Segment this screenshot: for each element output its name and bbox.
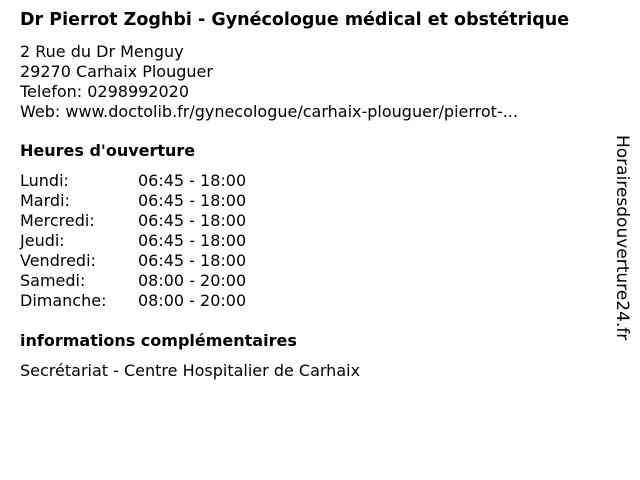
day-label: Jeudi: [20, 231, 65, 250]
time-range: 08:00 - 20:00 [138, 271, 247, 290]
day-label: Samedi: [20, 271, 86, 290]
hours-row-jeudi [20, 231, 605, 251]
hours-row-mercredi [20, 211, 605, 231]
hours-row-mardi [20, 191, 605, 211]
time-range: 08:00 - 20:00 [138, 291, 247, 310]
site-watermark: Horairesdouverture24.fr [612, 135, 632, 341]
day-label: Vendredi: [20, 251, 96, 270]
phone-number: Telefon: 0298992020 [20, 82, 190, 101]
hours-table [20, 171, 605, 311]
info-heading: informations complémentaires [20, 331, 297, 350]
hours-row-lundi [20, 171, 605, 191]
time-range: 06:45 - 18:00 [138, 191, 247, 210]
day-label: Lundi: [20, 171, 69, 190]
street-address: 2 Rue du Dr Menguy [20, 42, 184, 61]
hours-row-vendredi [20, 251, 605, 271]
listing-card [20, 0, 605, 381]
address-block [20, 42, 605, 122]
hours-row-samedi [20, 271, 605, 291]
postal-city: 29270 Carhaix Plouguer [20, 62, 213, 81]
time-range: 06:45 - 18:00 [138, 251, 247, 270]
info-text: Secrétariat - Centre Hospitalier de Carhaix [20, 361, 361, 380]
time-range: 06:45 - 18:00 [138, 211, 247, 230]
time-range: 06:45 - 18:00 [138, 231, 247, 250]
day-label: Mardi: [20, 191, 70, 210]
website-link: Web: www.doctolib.fr/gynecologue/carhaix-plouguer/pierrot-... [20, 102, 518, 121]
day-label: Dimanche: [20, 291, 107, 310]
day-label: Mercredi: [20, 211, 95, 230]
hours-heading: Heures d'ouverture [20, 141, 196, 160]
hours-row-dimanche [20, 291, 605, 311]
page-title: Dr Pierrot Zoghbi - Gynécologue médical et obstétrique [20, 10, 570, 30]
time-range: 06:45 - 18:00 [138, 171, 247, 190]
